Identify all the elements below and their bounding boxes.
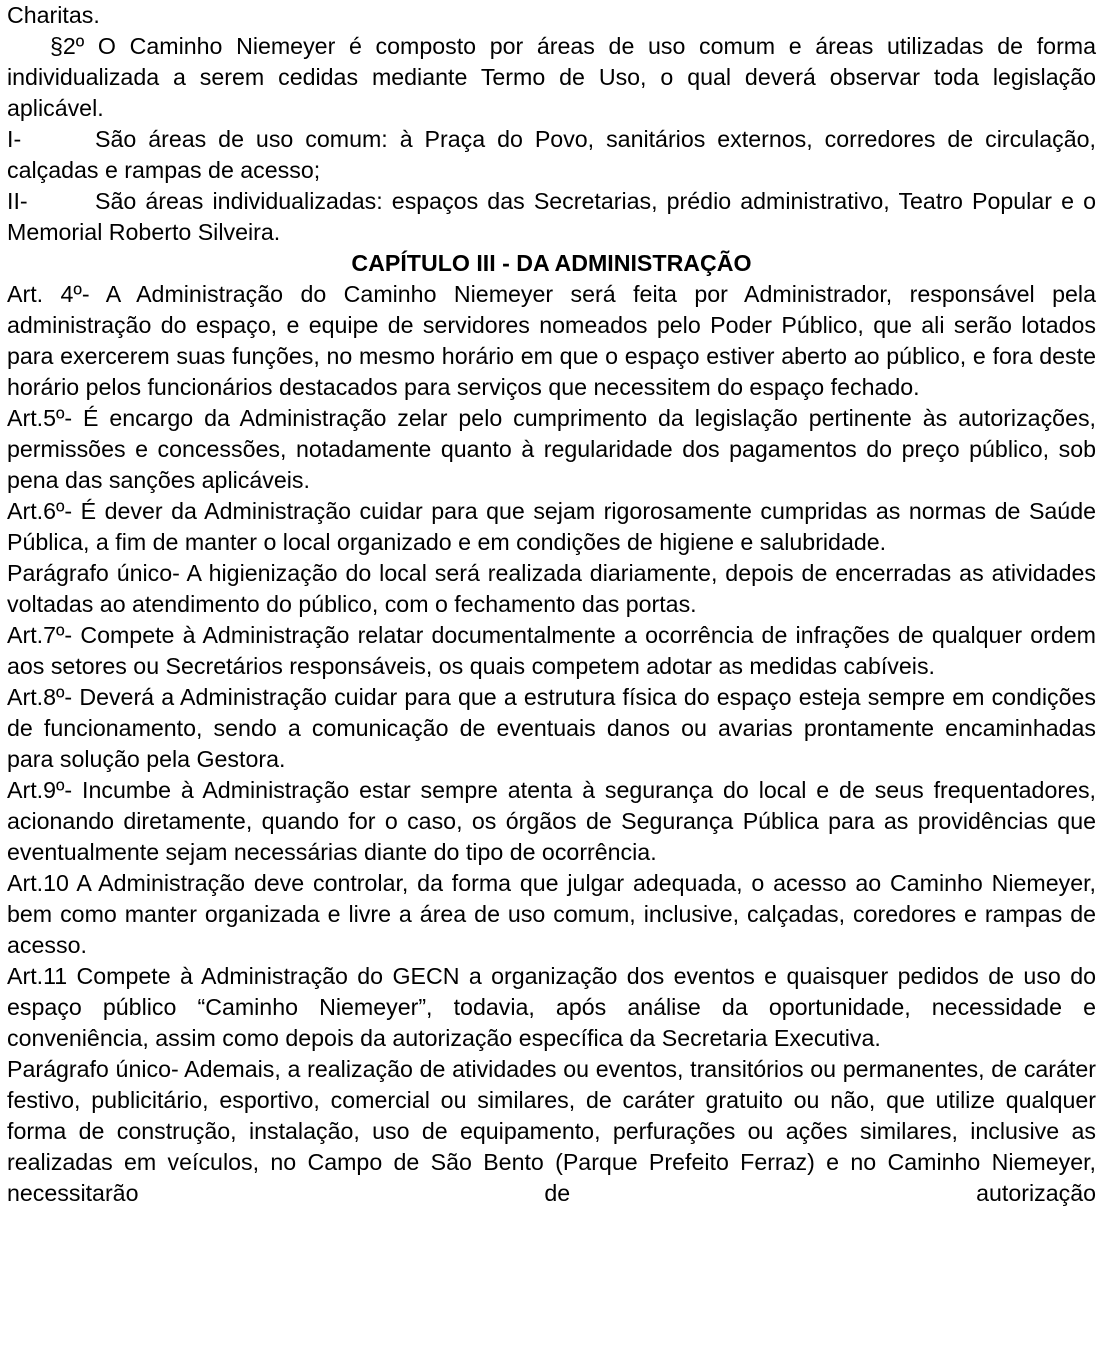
list-item-1-text: São áreas de uso comum: à Praça do Povo, sanitários externos, corredores de circulação, calçadas e rampas de acesso;	[7, 126, 1096, 183]
article-11-paragraph: Parágrafo único- Ademais, a realização de atividades ou eventos, transitórios ou permanentes, de caráter festivo, publicitário, esportivo, comercial ou similares, de caráter gratuito ou não, que utilize qualquer forma de construção, instalação, uso de equipamento, perfurações ou ações similares, inclusive as realizadas em veículos, no Campo de São Bento (Parque Prefeito Ferraz) e no Caminho Niemeyer, necessitarão de autorização	[7, 1056, 1096, 1206]
article-4: Art. 4º- A Administração do Caminho Niemeyer será feita por Administrador, responsável pela administração do espaço, e equipe de servidores nomeados pelo Poder Público, que ali serão lotados para exercerem suas funções, no mesmo horário em que o espaço estiver aberto ao público, e fora deste horário pelos funcionários destacados para serviços que necessitem do espaço fechado.	[7, 281, 1096, 400]
line-top: Charitas.	[7, 2, 100, 28]
list-item-1-numeral: I-	[7, 126, 22, 152]
article-9: Art.9º- Incumbe à Administração estar sempre atenta à segurança do local e de seus frequentadores, acionando diretamente, quando for o caso, os órgãos de Segurança Pública para as providências que eventualmente sejam necessárias diante do tipo de ocorrência.	[7, 777, 1096, 865]
article-7: Art.7º- Compete à Administração relatar documentalmente a ocorrência de infrações de qualquer ordem aos setores ou Secretários responsáveis, os quais competem adotar as medidas cabíveis.	[7, 622, 1096, 679]
article-6: Art.6º- É dever da Administração cuidar para que sejam rigorosamente cumpridas as normas de Saúde Pública, a fim de manter o local organizado e em condições de higiene e salubridade.	[7, 498, 1096, 555]
list-item-2-text: São áreas individualizadas: espaços das Secretarias, prédio administrativo, Teatro Popular e o Memorial Roberto Silveira.	[7, 188, 1096, 245]
article-8: Art.8º- Deverá a Administração cuidar para que a estrutura física do espaço esteja sempre em condições de funcionamento, sendo a comunicação de eventuais danos ou avarias prontamente encaminhadas para solução pela Gestora.	[7, 684, 1096, 772]
list-item-2	[7, 186, 1096, 248]
article-6-paragraph: Parágrafo único- A higienização do local será realizada diariamente, depois de encerradas as atividades voltadas ao atendimento do público, com o fechamento das portas.	[7, 560, 1096, 617]
article-10: Art.10 A Administração deve controlar, da forma que julgar adequada, o acesso ao Caminho Niemeyer, bem como manter organizada e livre a área de uso comum, inclusive, calçadas, coredores e rampas de acesso.	[7, 870, 1096, 958]
article-11: Art.11 Compete à Administração do GECN a organização dos eventos e quaisquer pedidos de uso do espaço público “Caminho Niemeyer”, todavia, após análise da oportunidade, necessidade e conveniência, assim como depois da autorização específica da Secretaria Executiva.	[7, 963, 1096, 1051]
paragraph-2: §2º O Caminho Niemeyer é composto por áreas de uso comum e áreas utilizadas de forma individualizada a serem cedidas mediante Termo de Uso, o qual deverá observar toda legislação aplicável.	[7, 33, 1096, 121]
chapter-heading: CAPÍTULO III - DA ADMINISTRAÇÃO	[351, 250, 752, 276]
list-item-1	[7, 124, 1096, 186]
article-5: Art.5º- É encargo da Administração zelar pelo cumprimento da legislação pertinente às autorizações, permissões e concessões, notadamente quanto à regularidade dos pagamentos do preço público, sob pena das sanções aplicáveis.	[7, 405, 1096, 493]
list-item-2-numeral: II-	[7, 188, 28, 214]
document-page	[7, 0, 1096, 1209]
